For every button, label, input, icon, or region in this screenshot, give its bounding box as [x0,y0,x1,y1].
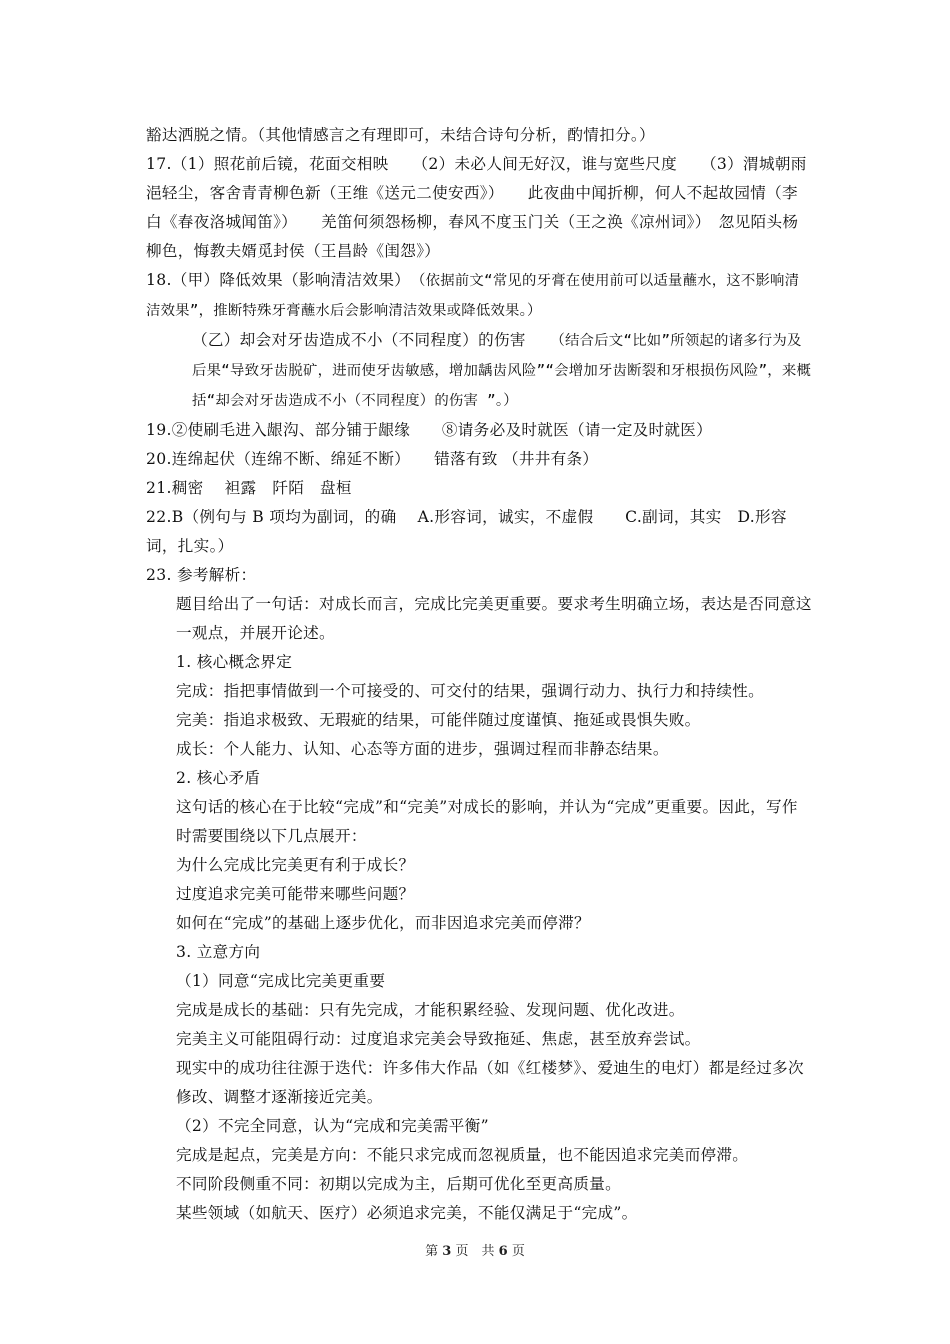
subsection-heading: （2）不完全同意，认为“完成和完美需平衡” [176,1117,489,1135]
paragraph: 完美：指追求极致、无瑕疵的结果，可能伴随过度谨慎、拖延或畏惧失败。 [176,711,701,729]
paragraph: 题目给出了一句话：对成长而言，完成比完美更重要。要求考生明确立场，表达是否同意这一观点，并展开论述。 [176,595,812,642]
subsection-heading: （1）同意“完成比完美更重要 [176,972,386,990]
answer-19: 19.②使刷毛进入龈沟、部分铺于龈缘 ⑧请务必及时就医（请一定及时就医） [146,421,713,439]
page-total: 6 [498,1244,508,1259]
section-heading: 1. 核心概念界定 [176,653,293,671]
answer-18-yi-note: （结合后文“比如”所领起的诸多行为及后果“导致牙齿脱矿，进而使牙齿敏感，增加龋齿风险”“会增加牙齿断裂和牙根损伤风险”，来概括“却会对牙齿造成不小（不同程度）的伤害 ”。） [192,333,812,409]
paragraph: 不同阶段侧重不同：初期以完成为主，后期可优化至更高质量。 [176,1175,622,1193]
answer-23-heading: 23. 参考解析： [146,566,257,584]
answer-21: 21.稠密 袒露 阡陌 盘桓 [146,479,352,497]
answer-key-body [146,121,812,1228]
paragraph: 完成是成长的基础：只有先完成，才能积累经验、发现问题、优化改进。 [176,1001,685,1019]
answer-20: 20.连绵起伏（连绵不断、绵延不断） 错落有致 （井井有条） [146,450,599,468]
paragraph: 这句话的核心在于比较“完成”和“完美”对成长的影响，并认为“完成”更重要。因此，写作时需要围绕以下几点展开： [176,798,798,845]
answer-18 [146,266,812,326]
answer-18-jia-note: （依据前文“常见的牙膏在使用前可以适量蘸水，这不影响清洁效果”，推断特殊牙膏蘸水后会影响清洁效果或降低效果。） [146,273,800,319]
paragraph: 完成：指把事情做到一个可接受的、可交付的结果，强调行动力、执行力和持续性。 [176,682,765,700]
section-heading: 2. 核心矛盾 [176,769,261,787]
paragraph: 某些领域（如航天、医疗）必须追求完美，不能仅满足于“完成”。 [176,1204,638,1222]
answer-18-yi: （乙）却会对牙齿造成不小（不同程度）的伤害 （结合后文“比如”所领起的诸多行为及后果“导致牙齿脱矿，进而使牙齿敏感，增加龋齿风险”“会增加牙齿断裂和牙根损伤风险”，来概括“却会对牙齿造成不小（不同程度）的伤害 ”。） [192,331,812,409]
page-number: 3 [442,1244,452,1259]
paragraph: 为什么完成比完美更有利于成长？ [176,856,415,874]
paragraph: 完成是起点，完美是方向：不能只求完成而忽视质量，也不能因追求完美而停滞。 [176,1146,749,1164]
paragraph: 完美主义可能阻碍行动：过度追求完美会导致拖延、焦虑，甚至放弃尝试。 [176,1030,701,1048]
paragraph: 如何在“完成”的基础上逐步优化，而非因追求完美而停滞？ [176,914,590,932]
answer-22: 22.B（例句与 B 项均为副词，的确 A.形容词，诚实，不虚假 C.副词，其实 D.形容词，扎实。） [146,508,787,555]
page-footer: 第 3 页 共 6 页 [425,1244,525,1259]
section-heading: 3. 立意方向 [176,943,261,961]
paragraph: 过度追求完美可能带来哪些问题？ [176,885,415,903]
paragraph: 现实中的成功往往源于迭代：许多伟大作品（如《红楼梦》、爱迪生的电灯）都是经过多次修改、调整才逐渐接近完美。 [176,1059,804,1106]
answer-17: 17.（1）照花前后镜，花面交相映 （2）未必人间无好汉，谁与宽些尺度 （3）渭城朝雨浥轻尘，客舍青青柳色新（王维《送元二使安西》） 此夜曲中闻折柳，何人不起故园情（李白《春夜洛城闻笛》） 羌笛何须怨杨柳，春风不度玉门关（王之涣《凉州词》） 忽见陌头杨柳色，悔教夫婿觅封侯（王昌龄《闺怨》） [146,155,807,260]
answer-18-jia: 18.（甲）降低效果（影响清洁效果） [146,271,403,289]
text-line: 豁达洒脱之情。（其他情感言之有理即可，未结合诗句分析，酌情扣分。） [146,126,655,144]
paragraph: 成长：个人能力、认知、心态等方面的进步，强调过程而非静态结果。 [176,740,669,758]
